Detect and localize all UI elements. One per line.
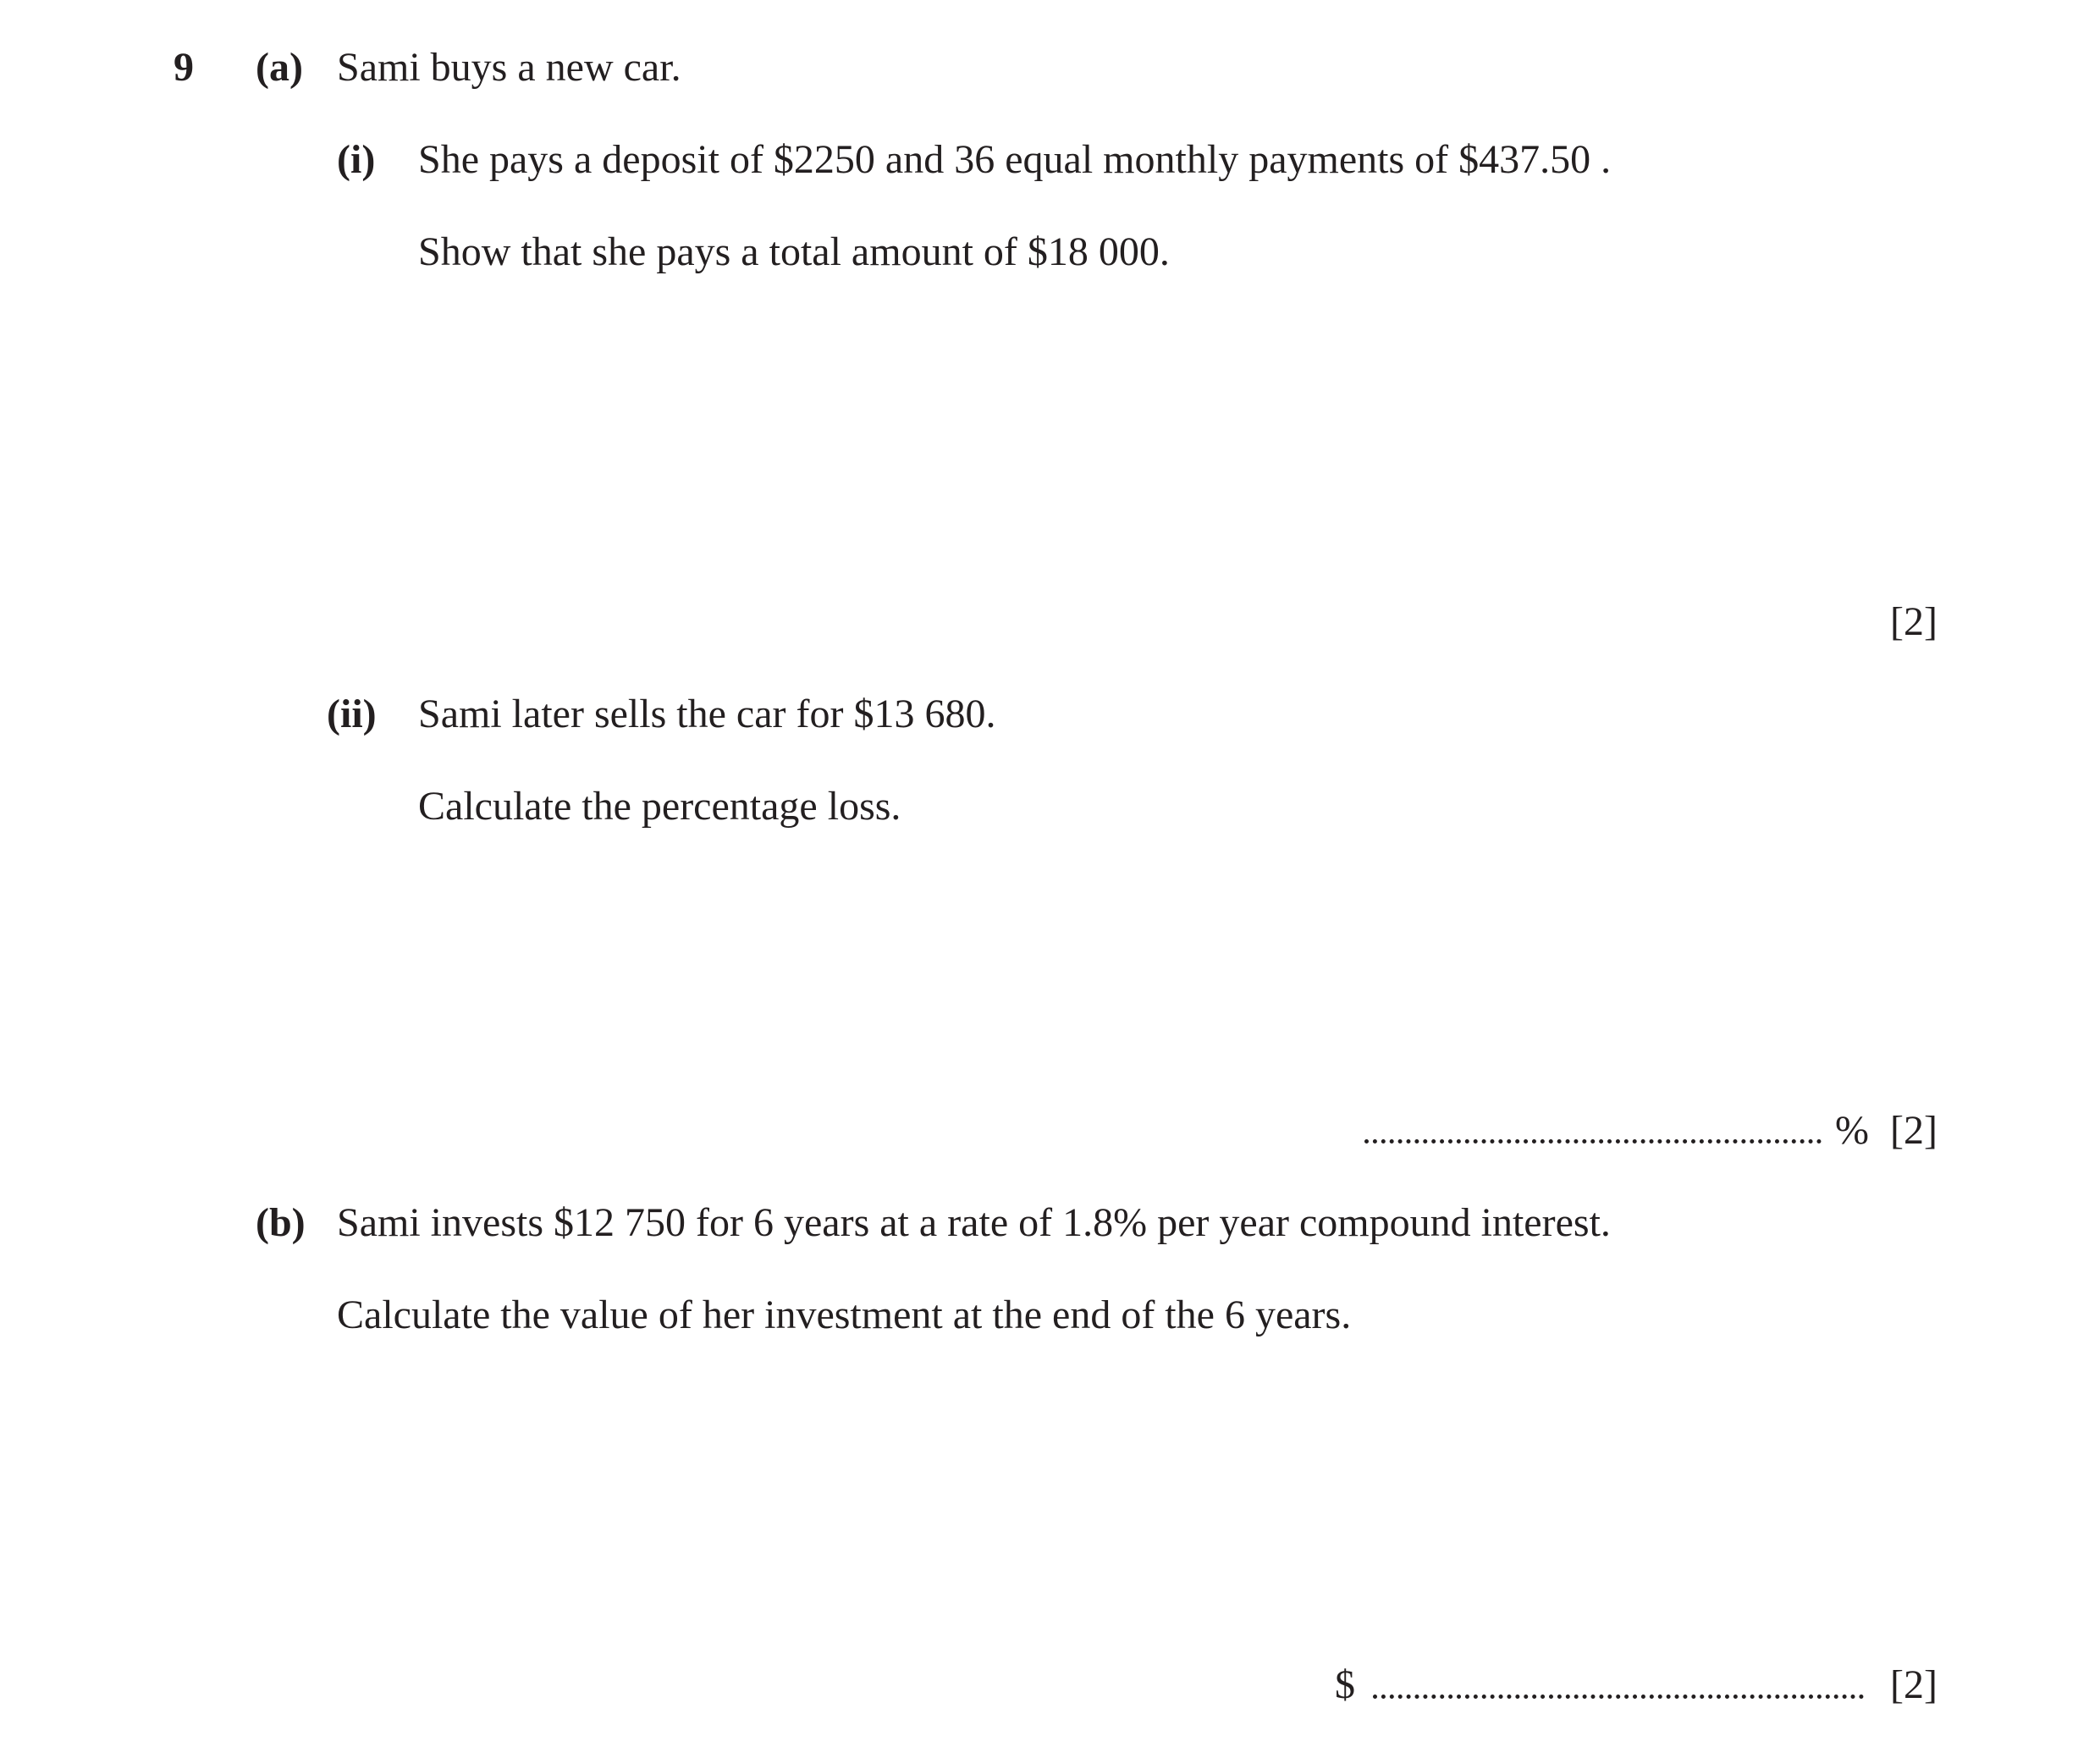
part-a-stem: Sami buys a new car.	[337, 45, 681, 90]
part-b-line1: Sami invests $12 750 for 6 years at a rate of 1.8% per year compound interest.	[337, 1200, 1611, 1245]
part-b-answer-line[interactable]	[1373, 1695, 1864, 1699]
sub-ii-answer-line[interactable]	[1364, 1139, 1822, 1144]
sub-i-label: (i)	[337, 137, 376, 182]
sub-ii-answer-unit: %	[1835, 1108, 1869, 1153]
sub-i-line2: Show that she pays a total amount of $18 000.	[418, 229, 1170, 274]
sub-ii-line1: Sami later sells the car for $13 680.	[418, 692, 996, 736]
sub-i-marks: [2]	[1890, 599, 1937, 644]
question-number: 9	[174, 45, 194, 90]
sub-i-line1: She pays a deposit of $2250 and 36 equal monthly payments of $437.50 .	[418, 137, 1612, 182]
part-b-line2: Calculate the value of her investment at the end of the 6 years.	[337, 1292, 1352, 1337]
sub-ii-marks: [2]	[1890, 1108, 1937, 1153]
sub-ii-label: (ii)	[327, 692, 377, 736]
part-b-label: (b)	[256, 1200, 306, 1245]
sub-ii-line2: Calculate the percentage loss.	[418, 784, 901, 829]
part-a-label: (a)	[256, 45, 303, 90]
part-b-answer-prefix: $	[1335, 1662, 1355, 1707]
part-b-marks: [2]	[1890, 1662, 1937, 1707]
